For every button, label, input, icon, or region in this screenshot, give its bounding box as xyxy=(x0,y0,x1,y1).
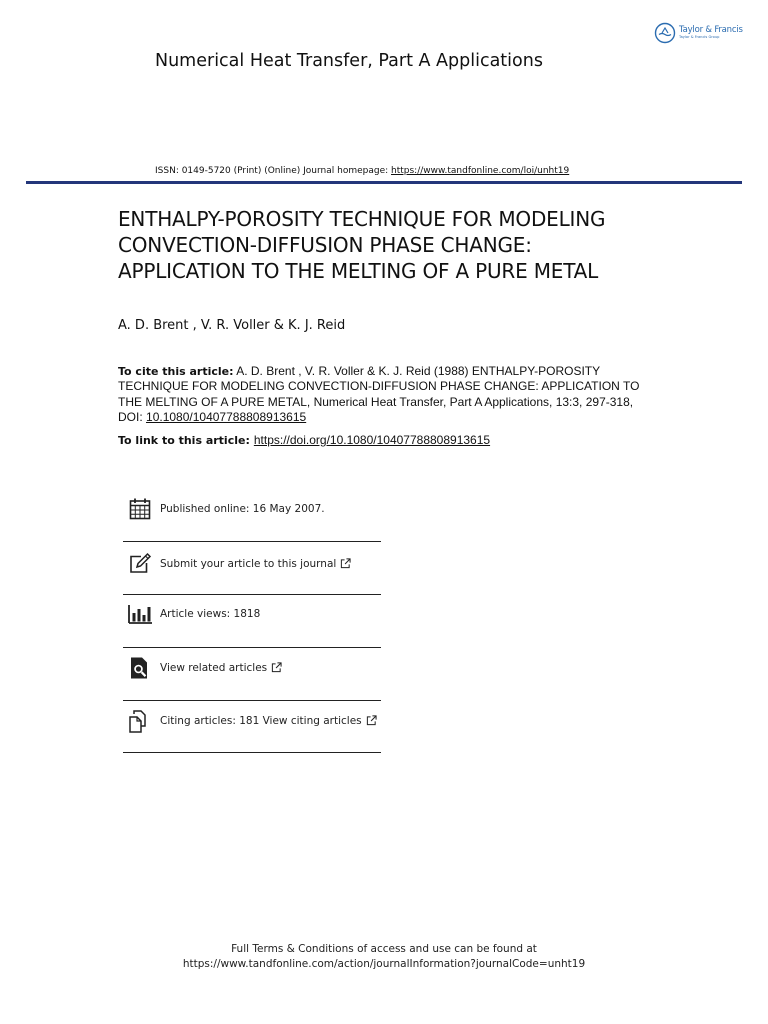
citation-line-3: THE MELTING OF A PURE METAL, Numerical Heat Transfer, Part A Applications, 13:3, 297-318, xyxy=(118,394,634,409)
info-divider-5 xyxy=(123,699,381,753)
journal-homepage-link[interactable]: https://www.tandfonline.com/loi/unht19 xyxy=(391,166,570,176)
doi-link[interactable]: 10.1080/10407788808913615 xyxy=(146,409,307,424)
footer-terms-line: Full Terms & Conditions of access and use can be found at xyxy=(231,943,537,955)
citation-block xyxy=(118,364,658,425)
journal-title: Numerical Heat Transfer, Part A Applications xyxy=(155,51,543,71)
published-online-text: Published online: 16 May 2007. xyxy=(160,502,325,515)
article-views-text: Article views: 1818 xyxy=(160,607,261,620)
info-divider-1 xyxy=(123,488,381,542)
info-divider-3 xyxy=(123,594,381,648)
related-articles-link[interactable]: View related articles xyxy=(160,661,268,674)
info-divider-4 xyxy=(123,647,381,701)
submit-article-link[interactable]: Submit your article to this journal xyxy=(160,557,337,570)
citation-label: To cite this article: xyxy=(118,365,234,378)
link-label: To link to this article: xyxy=(118,434,250,447)
footer xyxy=(0,942,768,972)
publisher-group: Taylor & Francis Group xyxy=(679,34,720,39)
citation-line-1: A. D. Brent , V. R. Voller & K. J. Reid (1988) ENTHALPY-POROSITY xyxy=(233,364,601,378)
header-divider xyxy=(26,181,742,184)
article-title-line: ENTHALPY-POROSITY TECHNIQUE FOR MODELING xyxy=(118,207,606,231)
doi-prefix: DOI: xyxy=(118,409,147,424)
issn-text: ISSN: 0149-5720 (Print) (Online) Journal homepage: xyxy=(155,166,391,176)
article-authors: A. D. Brent , V. R. Voller & K. J. Reid xyxy=(118,318,346,333)
footer-url-line[interactable]: https://www.tandfonline.com/action/journalInformation?journalCode=unht19 xyxy=(182,958,586,970)
article-doi-url-link[interactable]: https://doi.org/10.1080/10407788808913615 xyxy=(253,433,491,447)
article-link-line xyxy=(118,433,490,447)
article-title-line: APPLICATION TO THE MELTING OF A PURE METAL xyxy=(118,259,599,283)
publisher-name: Taylor & Francis xyxy=(679,25,743,36)
citation-line-2: TECHNIQUE FOR MODELING CONVECTION-DIFFUSION PHASE CHANGE: APPLICATION TO xyxy=(118,379,640,394)
citing-articles-link[interactable]: Citing articles: 181 View citing articles xyxy=(160,714,362,727)
article-title-line: CONVECTION-DIFFUSION PHASE CHANGE: xyxy=(118,233,532,257)
article-title xyxy=(118,206,678,284)
taylor-francis-logo-icon xyxy=(654,22,676,44)
publisher-logo xyxy=(654,22,743,44)
issn-line xyxy=(155,166,569,176)
